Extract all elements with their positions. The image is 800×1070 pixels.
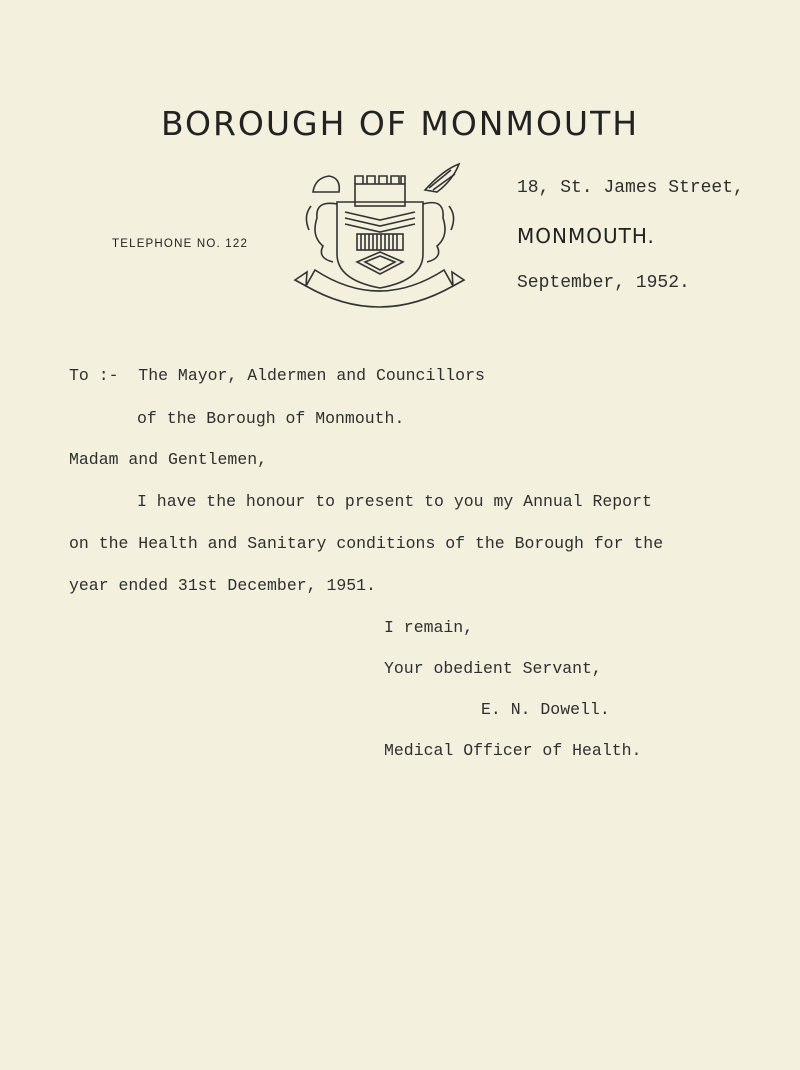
addressee-line-1: To :- The Mayor, Aldermen and Councillors xyxy=(69,366,485,385)
signer-title: Medical Officer of Health. xyxy=(384,741,642,760)
signature: E. N. Dowell. xyxy=(481,700,610,719)
body-line-3: year ended 31st December, 1951. xyxy=(69,576,376,595)
page-title: BOROUGH OF MONMOUTH xyxy=(160,104,640,143)
address-street: 18, St. James Street, xyxy=(517,178,744,198)
salutation: Madam and Gentlemen, xyxy=(69,450,268,469)
body-line-2: on the Health and Sanitary conditions of the Borough for the xyxy=(69,534,664,553)
borough-crest-logo xyxy=(293,162,466,315)
letter-date: September, 1952. xyxy=(517,273,690,293)
addressee-line-2: of the Borough of Monmouth. xyxy=(137,409,405,428)
telephone-number: TELEPHONE NO. 122 xyxy=(112,238,249,250)
address-town: MONMOUTH. xyxy=(517,224,655,248)
closing-line-1: I remain, xyxy=(384,618,474,637)
closing-line-2: Your obedient Servant, xyxy=(384,659,602,678)
body-line-1: I have the honour to present to you my Annual Report xyxy=(137,492,652,511)
